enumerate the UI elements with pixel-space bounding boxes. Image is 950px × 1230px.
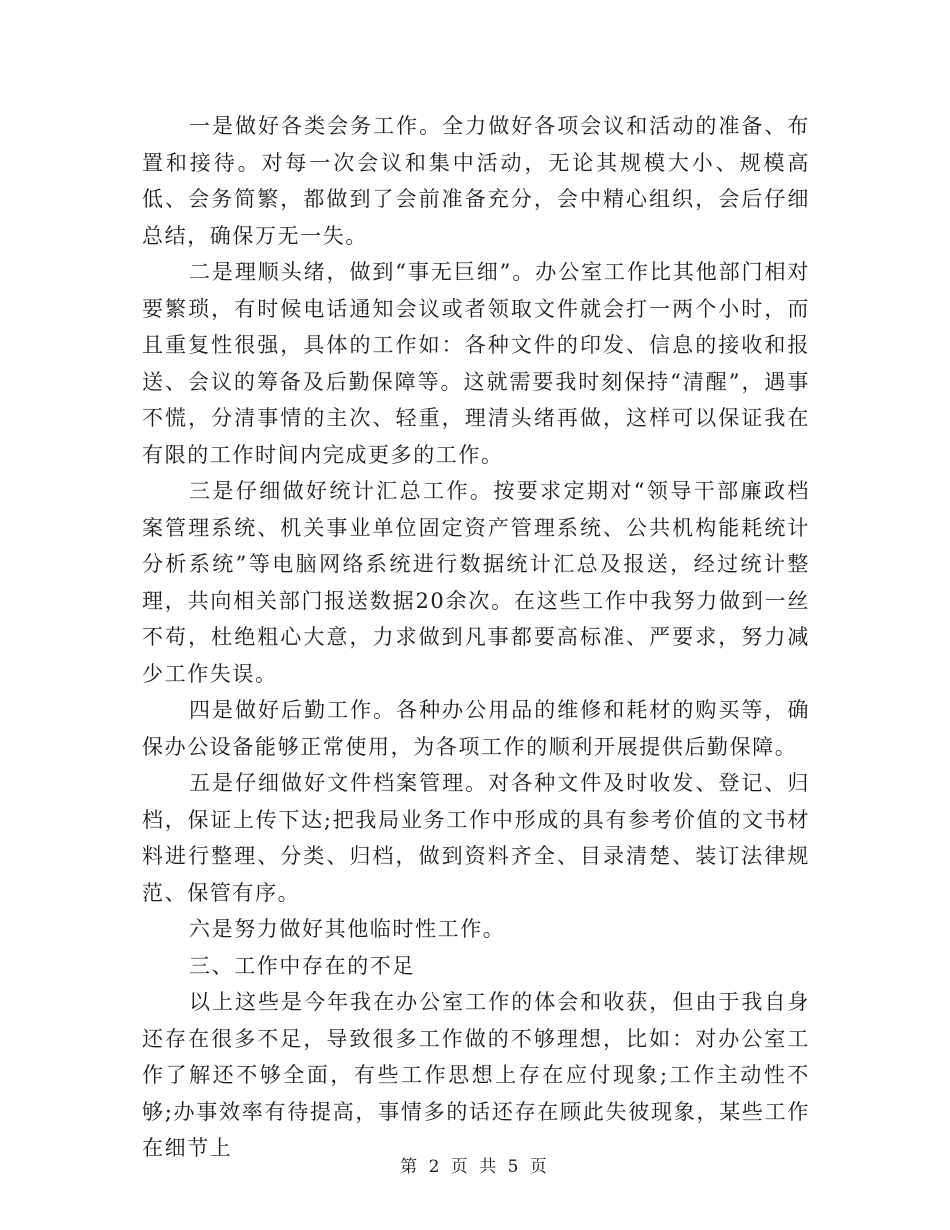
paragraph-temporary-work: 六是努力做好其他临时性工作。 [189,917,506,941]
section-heading-shortcomings: 三、工作中存在的不足 [189,953,415,978]
page-number-footer: 第 2 页 共 5 页 [400,1157,550,1177]
paragraph-logistics-work: 四是做好后勤工作。各种办公用品的维修和耗材的购买等，确保办公设备能够正常使用，为各项工作的顺利开展提供后勤保障。 [142,698,810,759]
paragraph-shortcomings: 以上这些是今年我在办公室工作的体会和收获，但由于我自身还存在很多不足，导致很多工作做的不够理想，比如：对办公室工作了解还不够全面，有些工作思想上存在应付现象;工作主动性不够;办事效率有待提高，事情多的话还存在顾此失彼现象，某些工作在细节上 [142,990,810,1160]
paragraph-statistics-work: 三是仔细做好统计汇总工作。按要求定期对“领导干部廉政档案管理系统、机关事业单位固定资产管理系统、公共机构能耗统计分析系统”等电脑网络系统进行数据统计汇总及报送，经过统计整理，共向相关部门报送数据20余次。在这些工作中我努力做到一丝不苟，杜绝粗心大意，力求做到凡事都要高标准、严要求，努力减少工作失误。 [142,479,810,686]
paragraph-conference-work: 一是做好各类会务工作。全力做好各项会议和活动的准备、布置和接待。对每一次会议和集中活动，无论其规模大小、规模高低、会务简繁，都做到了会前准备充分，会中精心组织，会后仔细总结，确保万无一失。 [142,114,810,248]
paragraph-archive-management: 五是仔细做好文件档案管理。对各种文件及时收发、登记、归档，保证上传下达;把我局业务工作中形成的具有参考价值的文书材料进行整理、分类、归档，做到资料齐全、目录清楚、装订法律规范、保管有序。 [142,771,810,905]
document-body [142,108,810,1167]
paragraph-organize-tasks: 二是理顺头绪，做到“事无巨细”。办公室工作比其他部门相对要繁琐，有时候电话通知会议或者领取文件就会打一两个小时，而且重复性很强，具体的工作如：各种文件的印发、信息的接收和报送、会议的筹备及后勤保障等。这就需要我时刻保持“清醒”，遇事不慌，分清事情的主次、轻重，理清头绪再做，这样可以保证我在有限的工作时间内完成更多的工作。 [142,260,811,467]
